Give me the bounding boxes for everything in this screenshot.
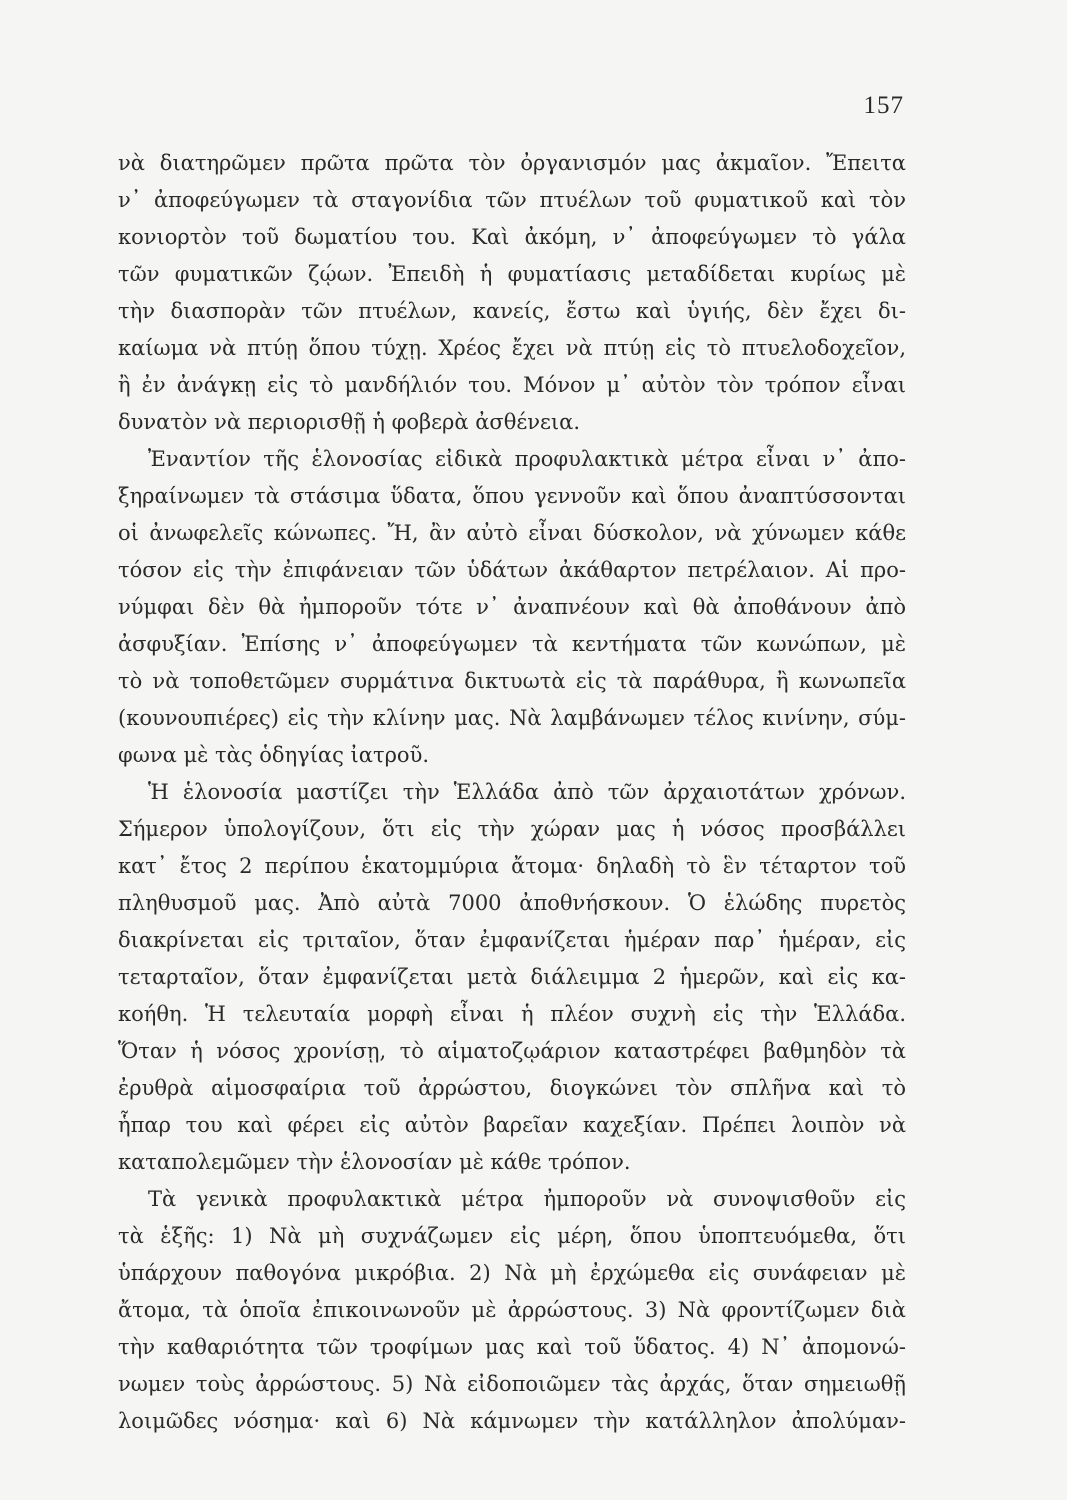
text-line: οἱ ἀνωφελεῖς κώνωπες. Ἤ, ἂν αὐτὸ εἶναι δύσκολον, νὰ χύνωμεν κάθε xyxy=(118,521,906,545)
text-line: τεταρταῖον, ὅταν ἐμφανίζεται μετὰ διάλειμμα 2 ἡμερῶν, καὶ εἰς κα- xyxy=(118,965,906,989)
text-line: φωνα μὲ τὰς ὁδηγίας ἰατροῦ. xyxy=(118,743,430,767)
text-line: ἀσφυξίαν. Ἐπίσης ν᾿ ἀποφεύγωμεν τὰ κεντήματα τῶν κωνώπων, μὲ xyxy=(118,632,906,656)
text-line: νωμεν τοὺς ἀρρώστους. 5) Νὰ εἰδοποιῶμεν τὰς ἀρχάς, ὅταν σημειωθῇ xyxy=(118,1372,906,1396)
text-line: Τὰ γενικὰ προφυλακτικὰ μέτρα ἠμποροῦν νὰ συνοψισθοῦν εἰς xyxy=(148,1187,906,1211)
text-line: Ἐναντίον τῆς ἑλονοσίας εἰδικὰ προφυλακτικὰ μέτρα εἶναι ν᾿ ἀπο- xyxy=(148,447,906,471)
text-line: τόσον εἰς τὴν ἐπιφάνειαν τῶν ὑδάτων ἀκάθαρτον πετρέλαιον. Αἱ προ- xyxy=(118,558,906,582)
text-line: τῶν φυματικῶν ζῴων. Ἐπειδὴ ἡ φυματίασις μεταδίδεται κυρίως μὲ xyxy=(118,262,906,286)
text-line: πληθυσμοῦ μας. Ἀπὸ αὐτὰ 7000 ἀποθνήσκουν. Ὁ ἑλώδης πυρετὸς xyxy=(118,891,906,915)
text-line: καταπολεμῶμεν τὴν ἑλονοσίαν μὲ κάθε τρόπον. xyxy=(118,1150,631,1174)
text-line: ν᾿ ἀποφεύγωμεν τὰ σταγονίδια τῶν πτυέλων τοῦ φυματικοῦ καὶ τὸν xyxy=(118,188,906,212)
text-line: ἧπαρ του καὶ φέρει εἰς αὐτὸν βαρεῖαν καχεξίαν. Πρέπει λοιπὸν νὰ xyxy=(118,1113,906,1137)
page-number: 157 xyxy=(863,92,904,119)
text-line: λοιμῶδες νόσημα· καὶ 6) Νὰ κάμνωμεν τὴν κατάλληλον ἀπολύμαν- xyxy=(118,1409,906,1433)
text-line: νύμφαι δὲν θὰ ἠμποροῦν τότε ν᾿ ἀναπνέουν καὶ θὰ ἀποθάνουν ἀπὸ xyxy=(118,595,906,619)
text-line: νὰ διατηρῶμεν πρῶτα πρῶτα τὸν ὀργανισμόν μας ἀκμαῖον. Ἔπειτα xyxy=(118,151,906,175)
body-text xyxy=(118,145,906,1440)
text-line: ἢ ἐν ἀνάγκῃ εἰς τὸ μανδήλιόν του. Μόνον μ᾿ αὐτὸν τὸν τρόπον εἶναι xyxy=(118,373,906,397)
text-line: τὸ νὰ τοποθετῶμεν συρμάτινα δικτυωτὰ εἰς τὰ παράθυρα, ἢ κωνωπεῖα xyxy=(118,669,906,693)
text-line: καίωμα νὰ πτύῃ ὅπου τύχῃ. Χρέος ἔχει νὰ πτύῃ εἰς τὸ πτυελοδοχεῖον, xyxy=(118,336,906,360)
text-line: Σήμερον ὑπολογίζουν, ὅτι εἰς τὴν χώραν μας ἡ νόσος προσβάλλει xyxy=(118,817,906,841)
text-line: ἄτομα, τὰ ὁποῖα ἐπικοινωνοῦν μὲ ἀρρώστους. 3) Νὰ φροντίζωμεν διὰ xyxy=(118,1298,906,1322)
text-line: κατ᾿ ἔτος 2 περίπου ἑκατομμύρια ἄτομα· δηλαδὴ τὸ ἓν τέταρτον τοῦ xyxy=(118,854,906,878)
text-line: διακρίνεται εἰς τριταῖον, ὅταν ἐμφανίζεται ἡμέραν παρ᾿ ἡμέραν, εἰς xyxy=(118,928,906,952)
text-line: δυνατὸν νὰ περιορισθῇ ἡ φοβερὰ ἀσθένεια. xyxy=(118,410,580,434)
text-line: κοήθη. Ἡ τελευταία μορφὴ εἶναι ἡ πλέον συχνὴ εἰς τὴν Ἑλλάδα. xyxy=(118,1002,906,1026)
text-line: τὴν καθαριότητα τῶν τροφίμων μας καὶ τοῦ ὕδατος. 4) Ν᾿ ἀπομονώ- xyxy=(118,1335,906,1359)
text-line: ξηραίνωμεν τὰ στάσιμα ὕδατα, ὅπου γεννοῦν καὶ ὅπου ἀναπτύσσονται xyxy=(118,484,906,508)
text-line: τὰ ἑξῆς: 1) Νὰ μὴ συχνάζωμεν εἰς μέρη, ὅπου ὑποπτευόμεθα, ὅτι xyxy=(118,1224,906,1248)
text-line: Ἡ ἑλονοσία μαστίζει τὴν Ἑλλάδα ἀπὸ τῶν ἀρχαιοτάτων χρόνων. xyxy=(148,780,906,804)
text-line: Ὅταν ἡ νόσος χρονίσῃ, τὸ αἱματοζῳάριον καταστρέφει βαθμηδὸν τὰ xyxy=(118,1039,906,1063)
text-line: κονιορτὸν τοῦ δωματίου του. Καὶ ἀκόμη, ν᾿ ἀποφεύγωμεν τὸ γάλα xyxy=(118,225,906,249)
text-line: ἐρυθρὰ αἱμοσφαίρια τοῦ ἀρρώστου, διογκώνει τὸν σπλῆνα καὶ τὸ xyxy=(118,1076,906,1100)
text-line: (κουνουπιέρες) εἰς τὴν κλίνην μας. Νὰ λαμβάνωμεν τέλος κινίνην, σύμ- xyxy=(118,706,906,730)
text-line: τὴν διασπορὰν τῶν πτυέλων, κανείς, ἔστω καὶ ὑγιής, δὲν ἔχει δι- xyxy=(118,299,906,323)
text-line: ὑπάρχουν παθογόνα μικρόβια. 2) Νὰ μὴ ἐρχώμεθα εἰς συνάφειαν μὲ xyxy=(118,1261,906,1285)
